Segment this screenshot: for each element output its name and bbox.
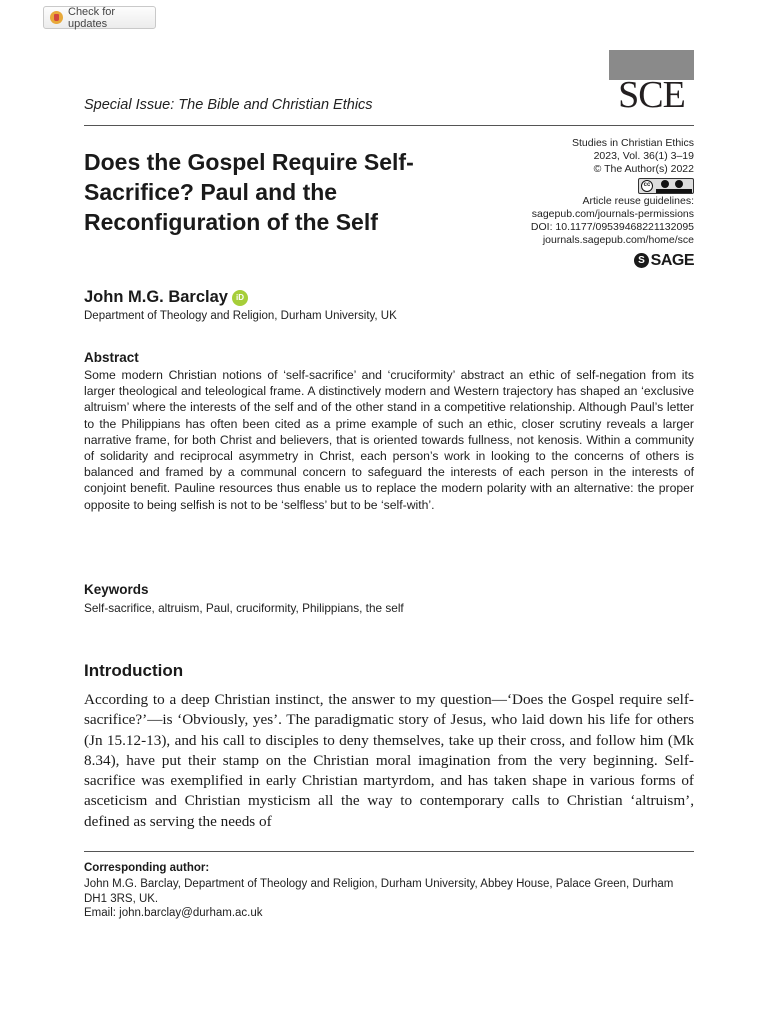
journal-logo <box>609 50 694 116</box>
special-issue-label: Special Issue: The Bible and Christian Ethics <box>84 97 373 113</box>
reuse-guidelines-label: Article reuse guidelines: <box>582 195 694 207</box>
journal-logo-letters: SCE <box>618 74 685 116</box>
corresponding-author-details <box>84 877 696 921</box>
journal-link[interactable]: journals.sagepub.com/home/sce <box>542 234 694 246</box>
publisher-name: SAGE <box>650 252 694 269</box>
keywords-heading: Keywords <box>84 582 149 597</box>
journal-volume: 2023, Vol. 36(1) 3–19 <box>593 150 694 162</box>
footnote-divider <box>84 851 694 852</box>
crossmark-icon <box>50 11 63 24</box>
reuse-guidelines-link[interactable]: sagepub.com/journals-permissions <box>531 208 694 220</box>
orcid-icon[interactable]: iD <box>232 290 248 306</box>
introduction-heading: Introduction <box>84 661 184 680</box>
journal-name: Studies in Christian Ethics <box>572 137 694 149</box>
sage-logo-icon: S <box>634 253 649 268</box>
introduction-text: According to a deep Christian instinct, the answer to my question—‘Does the Gospel require self-sacrifice?’—is ‘Obviously, yes’. The paradigmatic story of Jesus, who laid down his life for others (Jn 15.12-13), and his call to disciples to deny themselves, take up their cross, and follow him (Mk 8.34), have put their stamp on the Christian moral imagination from the very beginning. Self-sacrifice was exemplified in early Christian martyrdom, and has taken shape in various forms of asceticism and Christian mysticism all the way to contemporary calls to Christian ‘altruism’, defined as serving the needs of <box>84 691 694 830</box>
header-divider <box>84 125 694 126</box>
author-affiliation: Department of Theology and Religion, Durham University, UK <box>84 310 397 322</box>
copyright: © The Author(s) 2022 <box>593 163 694 175</box>
doi[interactable]: DOI: 10.1177/09539468221132095 <box>530 221 694 233</box>
author-line <box>84 288 248 307</box>
abstract-heading: Abstract <box>84 350 139 365</box>
check-for-updates-label: Check for updates <box>68 5 116 30</box>
abstract-text: Some modern Christian notions of ‘self-sacrifice’ and ‘cruciformity’ abstract an ethic of self-negation from its larger theological and teleological frame. A distinctively modern and Western trajectory has shaped an ‘exclusive altruism’ where the interests of the self and of the other stand in a competitive relationship. Although Paul’s letter to the Philippians has often been cited as a prime example of such an ethic, closer scrutiny reveals a larger narrative frame, for both Christ and believers, that is oriented towards fullness, not kenosis. Within a community of solidarity and reciprocal asymmetry in Christ, each person’s work in looking to the concerns of others is balanced and framed by a communal concern to safeguard the interests of each person in the interests of conjoint benefit. Pauline resources thus enable us to replace the modern polarity with an alternative: the proper opposite to being selfish is not to be ‘selfless’ but to be ‘self-with’. <box>84 368 694 512</box>
corresponding-author-heading: Corresponding author: <box>84 862 210 874</box>
creative-commons-icon: cc <box>638 178 694 194</box>
keywords-text: Self-sacrifice, altruism, Paul, cruciformity, Philippians, the self <box>84 601 404 615</box>
article-title: Does the Gospel Require Self-Sacrifice? Paul and the Reconfiguration of the Self <box>84 149 414 235</box>
corresponding-author-address: John M.G. Barclay, Department of Theology and Religion, Durham University, Abbey House, Palace Green, Durham DH1 3RS, UK. <box>84 878 674 905</box>
check-for-updates-button[interactable] <box>43 6 156 29</box>
license-badge[interactable] <box>474 176 694 195</box>
author-name: John M.G. Barclay <box>84 288 228 306</box>
corresponding-author-email[interactable]: Email: john.barclay@durham.ac.uk <box>84 907 263 919</box>
journal-meta <box>474 137 694 268</box>
publisher-logo <box>474 253 694 268</box>
